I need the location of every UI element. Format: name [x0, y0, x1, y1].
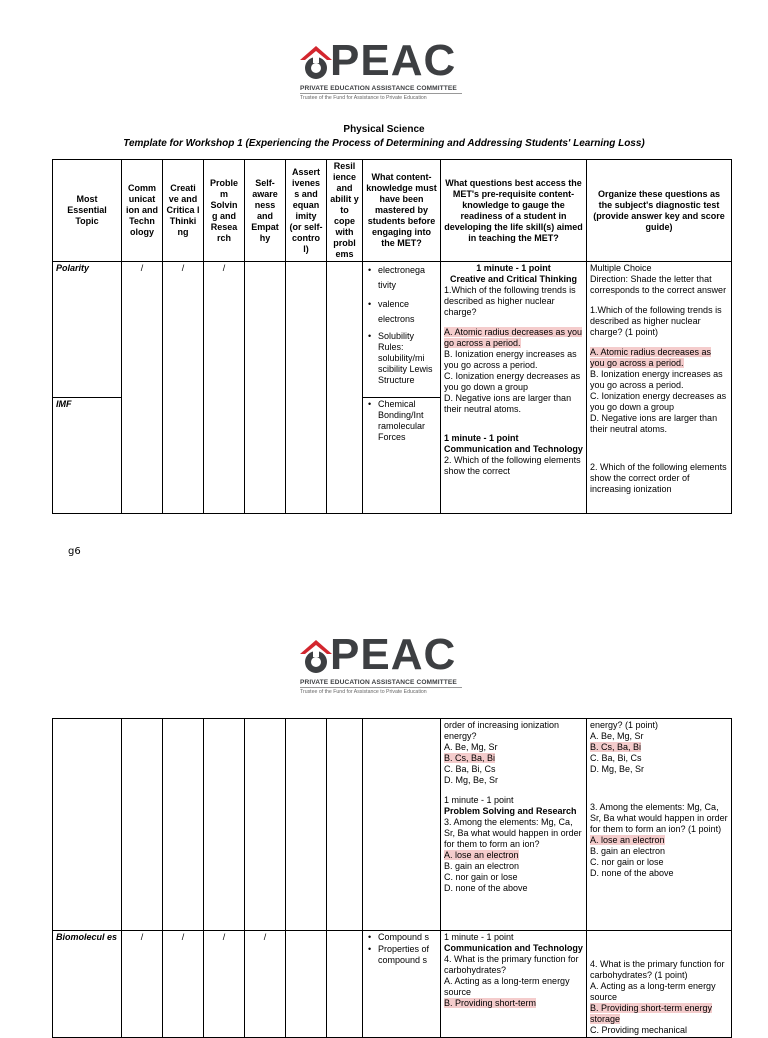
organize-cell: [587, 719, 732, 931]
header-topic: Most Essential Topic: [53, 160, 122, 262]
question-text: 4. What is the primary function for carbohydrates? (1 point): [590, 959, 725, 980]
logo-line2: Trustee of the Fund for Assistance to Private Education: [300, 689, 427, 695]
page-marker: g6: [68, 546, 81, 557]
answer-choice: B. gain an electron: [444, 861, 520, 871]
answer-choice: A. Be, Mg, Sr: [590, 731, 644, 741]
topic-biomolecules: Biomolecul es: [53, 931, 122, 1038]
logo-line2: Trustee of the Fund for Assistance to Private Education: [300, 95, 427, 101]
answer-choice: D. none of the above: [444, 883, 528, 893]
topic-polarity: Polarity: [53, 262, 122, 398]
mark-cell: /: [204, 931, 245, 1038]
header-questions: What questions best access the MET's pre-requisite content-knowledge to gauge the readiness of a student in developing the life skill(s) aimed in teaching the MET?: [441, 160, 587, 262]
question-heading: 1 minute - 1 point: [444, 795, 514, 805]
empty-cell: [163, 719, 204, 931]
question-text: 1.Which of the following trends is described as higher nuclear charge?: [444, 285, 576, 317]
organize-cell: [587, 931, 732, 1038]
answer-choice-correct: B. Cs, Ba, Bi: [590, 742, 642, 752]
answer-choice: C. Ba, Bi, Cs: [444, 764, 496, 774]
answer-choice-correct: A. Atomic radius decreases as you go across a period.: [444, 327, 583, 348]
content-biomolecules: [363, 931, 441, 1038]
table-row: [53, 262, 732, 398]
question-text: 1.Which of the following trends is described as higher nuclear charge? (1 point): [590, 305, 722, 337]
page1-table: [52, 159, 732, 514]
question-skill: Problem Solving and Research: [444, 806, 577, 816]
list-item: • Chemical Bonding/Int ramolecular Forces: [378, 399, 437, 443]
topic-imf: IMF: [53, 398, 122, 514]
question-text: 2. Which of the following elements show the correct order of increasing ionization: [590, 462, 727, 494]
question-text: 2. Which of the following elements show the correct: [444, 455, 581, 476]
answer-choice-correct: A. lose an electron: [444, 850, 519, 860]
empty-cell: [204, 719, 245, 931]
list-item: • Compound s: [378, 932, 437, 943]
list-item: • valence electrons: [378, 297, 437, 327]
header-content: What content- knowledge must have been mastered by students before engaging into the MET?: [363, 160, 441, 262]
content-polarity: [363, 262, 441, 398]
empty-cell: [363, 719, 441, 931]
questions-cell: [441, 719, 587, 931]
header-resilience: Resil ience and abilit y to cope with probl ems: [327, 160, 363, 262]
answer-choice: C. nor gain or lose: [590, 857, 664, 867]
question-text: 3. Among the elements: Mg, Ca, Sr, Ba what would happen in order for them to form an ion?: [444, 817, 582, 849]
header-communication: Comm unicat ion and Techn ology: [122, 160, 163, 262]
answer-choice-correct: B. Providing short-term: [444, 998, 537, 1008]
test-direction: Direction: Shade the letter that corresponds to the correct answer: [590, 274, 727, 295]
answer-choice: C. Ionization energy decreases as you go down a group: [590, 391, 727, 412]
answer-choice: C. Providing mechanical: [590, 1025, 688, 1035]
table-row: [53, 931, 732, 1038]
mark-cell: /: [122, 262, 163, 514]
header-problem: Proble m Solvin g and Resea rch: [204, 160, 245, 262]
answer-choice: D. Mg, Be, Sr: [590, 764, 645, 774]
answer-choice: C. Ba, Bi, Cs: [590, 753, 642, 763]
empty-cell: [286, 719, 327, 931]
empty-cell: [245, 719, 286, 931]
list-item: • Solubility Rules: solubility/mi scibility Lewis Structure: [378, 331, 437, 386]
subject-title: Physical Science: [343, 124, 425, 135]
empty-cell: [327, 262, 363, 514]
answer-choice: B. Ionization energy increases as you go across a period.: [590, 369, 723, 390]
answer-choice: A. Acting as a long-term energy source: [444, 976, 570, 997]
question-text: 4. What is the primary function for carbohydrates?: [444, 954, 579, 975]
organize-cell: [587, 262, 732, 514]
answer-choice: C. Ionization energy decreases as you go down a group: [444, 371, 581, 392]
header-creative: Creati ve and Critica l Thinki ng: [163, 160, 204, 262]
question-text: energy? (1 point): [590, 720, 659, 730]
logo-rule: [300, 93, 462, 94]
question-heading: 1 minute - 1 point: [444, 433, 519, 443]
header-self: Self- aware ness and Empat hy: [245, 160, 286, 262]
header-row: [53, 160, 732, 262]
peac-logo: [296, 36, 466, 110]
answer-choice-correct: A. Atomic radius decreases as you go across a period.: [590, 347, 712, 368]
test-type: Multiple Choice: [590, 263, 652, 273]
question-text: order of increasing ionization energy?: [444, 720, 560, 741]
header-organize: Organize these questions as the subject's diagnostic test (provide answer key and score guide): [587, 160, 732, 262]
mark-cell: /: [122, 931, 163, 1038]
logo-line1: PRIVATE EDUCATION ASSISTANCE COMMITTEE: [300, 679, 457, 686]
page2-table: [52, 718, 732, 1038]
template-title: Template for Workshop 1 (Experiencing the Process of Determining and Addressing Students' Learning Loss): [123, 138, 645, 149]
answer-choice: D. none of the above: [590, 868, 674, 878]
empty-cell: [327, 931, 363, 1038]
empty-cell: [286, 262, 327, 514]
empty-cell: [245, 262, 286, 514]
list-item: • Properties of compound s: [378, 944, 437, 966]
logo-line1: PRIVATE EDUCATION ASSISTANCE COMMITTEE: [300, 85, 457, 92]
answer-choice: D. Negative ions are larger than their neutral atoms.: [590, 413, 718, 434]
answer-choice: A. Acting as a long-term energy source: [590, 981, 716, 1002]
empty-cell: [53, 719, 122, 931]
mark-cell: /: [163, 262, 204, 514]
mark-cell: /: [163, 931, 204, 1038]
answer-choice: D. Mg, Be, Sr: [444, 775, 499, 785]
question-text: 3. Among the elements: Mg, Ca, Sr, Ba what would happen in order for them to form an ion? (1 point): [590, 802, 728, 834]
questions-cell: [441, 262, 587, 514]
question-heading: 1 minute - 1 point: [444, 932, 514, 942]
answer-choice-correct: A. lose an electron: [590, 835, 665, 845]
logo-rule: [300, 687, 462, 688]
empty-cell: [122, 719, 163, 931]
header-assert: Assert ivenes s and equan imity (or self- contro l): [286, 160, 327, 262]
question-skill: Communication and Technology: [444, 444, 583, 454]
content-imf: [363, 398, 441, 514]
answer-choice: C. nor gain or lose: [444, 872, 518, 882]
question-heading: 1 minute - 1 point: [476, 263, 551, 273]
peac-logo: [296, 630, 466, 704]
empty-cell: [286, 931, 327, 1038]
mark-cell: /: [204, 262, 245, 514]
answer-choice: D. Negative ions are larger than their neutral atoms.: [444, 393, 572, 414]
list-item: • electronega tivity: [378, 263, 437, 293]
empty-cell: [327, 719, 363, 931]
answer-choice: B. gain an electron: [590, 846, 666, 856]
answer-choice: B. Ionization energy increases as you go across a period.: [444, 349, 577, 370]
questions-cell: [441, 931, 587, 1038]
answer-choice-correct: B. Providing short-term energy storage: [590, 1003, 713, 1024]
logo-wordmark: PEAC: [330, 630, 457, 679]
answer-choice: A. Be, Mg, Sr: [444, 742, 498, 752]
answer-choice-correct: B. Cs, Ba, Bi: [444, 753, 496, 763]
mark-cell: /: [245, 931, 286, 1038]
question-skill: Communication and Technology: [444, 943, 583, 953]
logo-wordmark: PEAC: [330, 36, 457, 85]
table-row: [53, 719, 732, 931]
question-skill: Creative and Critical Thinking: [449, 274, 578, 284]
